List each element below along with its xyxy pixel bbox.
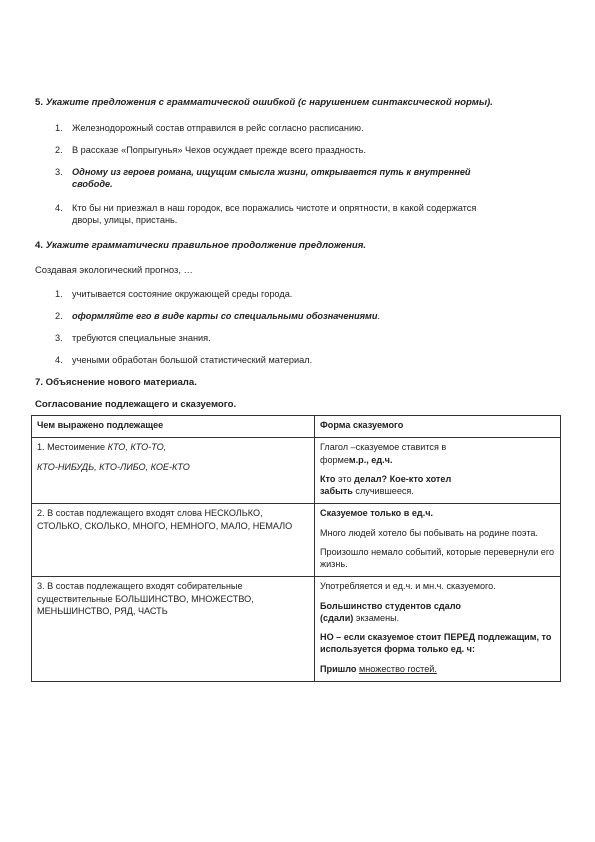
list-item-text: требуются специальные знания. — [72, 333, 211, 343]
list-item-text: учитывается состояние окружающей среды города. — [72, 289, 293, 299]
cell-paragraph: 3. В состав подлежащего входят собирательные существительные БОЛЬШИНСТВО, МНОЖЕСТВО, МЕНЬШИНСТВО, РЯД, ЧАСТЬ — [37, 581, 254, 616]
table-cell — [32, 577, 315, 682]
cell-text: форме — [320, 454, 349, 465]
cell-text-bold: Большинство студентов сдало — [320, 600, 461, 611]
table-header-row — [32, 416, 561, 438]
cell-paragraph: Много людей хотело бы побывать на родине поэта. — [320, 527, 538, 538]
cell-text-bold: делал — [354, 473, 382, 484]
task5-number: 5. — [35, 97, 44, 108]
cell-paragraph — [320, 663, 555, 675]
list-item-text — [72, 202, 552, 227]
cell-paragraph: НО – если сказуемое стоит ПЕРЕД подлежащим, то используется форма только ед. ч: — [320, 632, 552, 655]
list-number: 3. — [55, 167, 63, 177]
section-heading: 7. Объяснение нового материала. — [35, 377, 197, 388]
cell-text: случившееся. — [352, 486, 414, 497]
cell-paragraph — [37, 441, 309, 453]
list-number: 4. — [55, 355, 63, 365]
table-row — [32, 577, 561, 682]
cell-paragraph: Употребляется и ед.ч. и мн.ч. сказуемого. — [320, 581, 496, 592]
table-cell — [32, 438, 315, 504]
cell-paragraph: КТО-НИБУДЬ, КТО-ЛИБО, КОЕ-КТО — [37, 461, 190, 472]
list-item-text: учеными обработан большой статистический материал. — [72, 355, 313, 365]
list-item-line: Кто бы ни приезжал в наш городок, все поражались чистоте и опрятности, в какой содержатся — [72, 203, 477, 213]
cell-paragraph — [320, 441, 555, 466]
list-number: 2. — [55, 145, 63, 155]
list-item-text: В рассказе «Попрыгунья» Чехов осуждает прежде всего праздность. — [72, 145, 367, 155]
task5-heading — [35, 97, 493, 110]
list-item-text: Железнодорожный состав отправился в рейс согласно расписанию. — [72, 123, 364, 133]
list-item-emphasis: оформляйте его в виде карты со специальными обозначениями — [72, 311, 378, 321]
cell-text-italic: КТО, КТО-ТО, — [107, 442, 167, 453]
table-cell — [315, 577, 561, 682]
task4-number: 4. — [35, 240, 44, 251]
table-cell — [315, 504, 561, 577]
cell-text: 1. Местоимение — [37, 442, 108, 453]
list-item-tail: . — [377, 311, 381, 321]
cell-text-bold: забыть — [320, 486, 353, 497]
cell-paragraph — [320, 600, 555, 625]
agreement-table — [31, 415, 561, 682]
cell-paragraph: Произошло немало событий, которые перевернули его жизнь. — [320, 546, 555, 570]
list-item-line: дворы, улицы, пристань. — [72, 215, 178, 226]
cell-text-underlined: множество гостей. — [359, 663, 437, 674]
cell-text-bold: Кто — [320, 473, 336, 484]
task4-text: Укажите грамматически правильное продолжение предложения. — [45, 240, 367, 251]
table-cell — [315, 438, 561, 504]
list-number: 1. — [55, 289, 63, 299]
table-row — [32, 504, 561, 577]
list-item-text — [72, 310, 552, 322]
cell-text: это — [335, 473, 355, 484]
cell-text: Глагол –сказуемое ставится в — [320, 442, 447, 453]
column-header: Форма сказуемого — [315, 416, 561, 438]
cell-text-bold: ? Кое-кто хотел — [381, 473, 452, 484]
list-item-line: Одному из героев романа, ищущим смысла жизни, открывается путь к внутренней — [72, 167, 471, 177]
cell-paragraph: Сказуемое только в ед.ч. — [320, 508, 434, 519]
list-item-line: свободе. — [72, 179, 113, 190]
section-subtitle: Согласование подлежащего и сказуемого. — [35, 399, 237, 410]
task4-heading — [35, 240, 366, 253]
table-row — [32, 438, 561, 504]
cell-text-bold: Пришло — [320, 663, 357, 674]
cell-text-bold: (сдали) — [320, 612, 354, 623]
cell-text: экзамены. — [353, 612, 400, 623]
table-cell — [32, 504, 315, 577]
column-header: Чем выражено подлежащее — [32, 416, 315, 438]
task5-text: Укажите предложения с грамматической ошибкой (с нарушением синтаксической нормы). — [45, 97, 493, 108]
list-number: 4. — [55, 203, 63, 213]
list-item-text — [72, 166, 552, 191]
list-number: 3. — [55, 333, 63, 343]
list-number: 1. — [55, 123, 63, 133]
cell-text-bold: м.р., ед.ч. — [348, 454, 393, 465]
cell-paragraph — [320, 473, 555, 498]
list-number: 2. — [55, 311, 63, 321]
cell-paragraph: 2. В состав подлежащего входят слова НЕСКОЛЬКО, СТОЛЬКО, СКОЛЬКО, МНОГО, НЕМНОГО, МАЛО, НЕМАЛО — [37, 508, 293, 531]
task4-prompt: Создавая экологический прогноз, … — [35, 264, 193, 275]
